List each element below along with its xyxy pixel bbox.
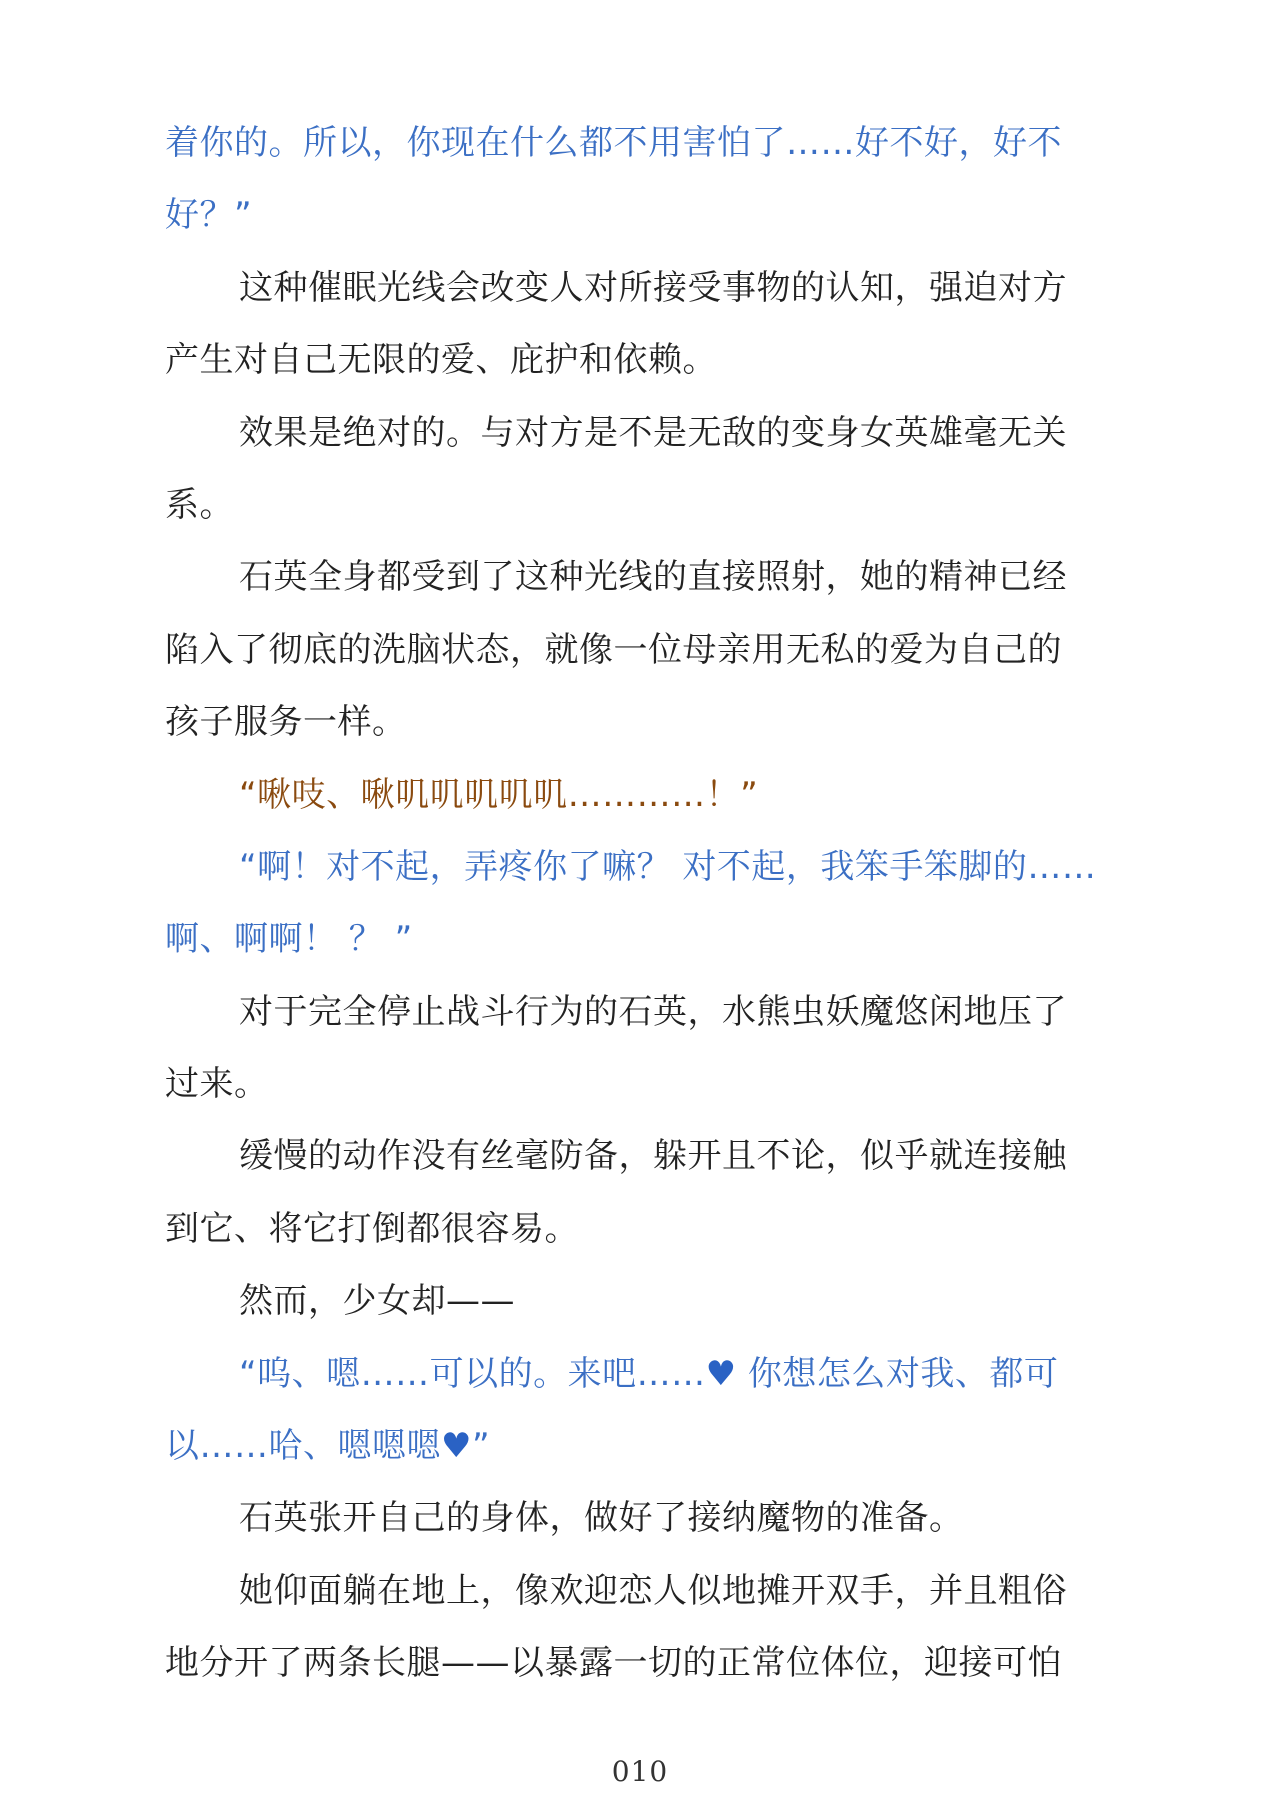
narration-line: 石英张开自己的身体，做好了接纳魔物的准备。 [239,1498,964,1539]
page-number: 010 [611,1755,669,1788]
narration-line: 系。 [165,484,234,525]
narration-line: 这种催眠光线会改变人对所接受事物的认知，强迫对方 [239,267,1067,308]
dialogue-line: 好？” [165,195,253,236]
narration-line: 地分开了两条长腿——以暴露一切的正常位体位，迎接可怕 [165,1643,1062,1684]
narration-line: 陷入了彻底的洗脑状态，就像一位母亲用无私的爱为自己的 [165,629,1062,670]
dialogue-line [165,1410,1120,1482]
narration-line: 石英全身都受到了这种光线的直接照射，她的精神已经 [239,557,1067,598]
narration-line: 过来。 [165,1064,269,1105]
dialogue-line: “啊！对不起，弄疼你了嘛？ 对不起，我笨手笨脚的…… [239,846,1097,887]
narration-line: 到它、将它打倒都很容易。 [165,1208,579,1249]
page-body [165,107,1120,1700]
dialogue-segment: 你想怎么对我、都可 [736,1353,1059,1394]
heart-icon: ♥ [705,1353,737,1394]
narration-line: 缓慢的动作没有丝毫防备，躲开且不论，似乎就连接触 [239,1136,1067,1177]
dialogue-line [165,1338,1120,1410]
dialogue-line-monster: “啾吱、啾叽叽叽叽叽…………！” [239,774,759,815]
narration-line: 对于完全停止战斗行为的石英，水熊虫妖魔悠闲地压了 [239,991,1067,1032]
narration-line: 她仰面躺在地上，像欢迎恋人似地摊开双手，并且粗俗 [239,1570,1067,1611]
dialogue-segment: 以……哈、嗯嗯嗯 [165,1426,441,1467]
narration-line: 产生对自己无限的爱、庇护和依赖。 [165,340,717,381]
dialogue-line: 啊、啊啊！ ？ ” [165,919,413,960]
dialogue-line: 着你的。所以，你现在什么都不用害怕了……好不好，好不 [165,123,1062,163]
dialogue-segment: ” [471,1426,491,1467]
narration-line: 然而，少女却—— [239,1281,515,1322]
narration-line: 效果是绝对的。与对方是不是无敌的变身女英雄毫无关 [239,412,1067,453]
heart-icon: ♥ [441,1426,472,1467]
narration-line: 孩子服务一样。 [165,702,407,743]
dialogue-segment: “呜、嗯……可以的。来吧…… [239,1353,706,1394]
